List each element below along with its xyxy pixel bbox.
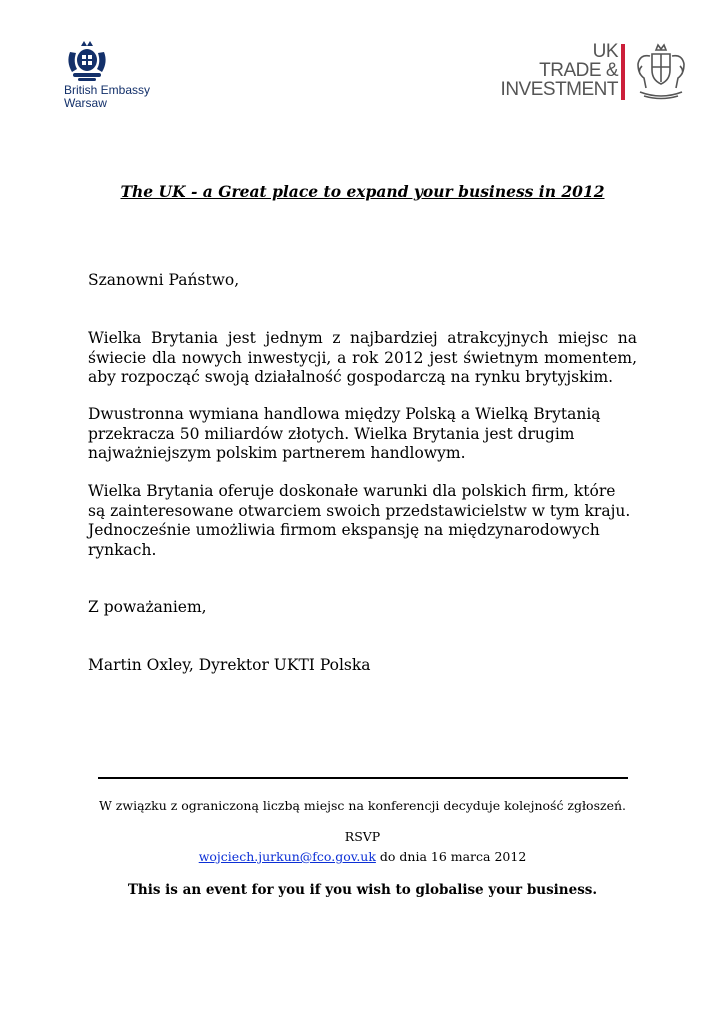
rsvp-email-link[interactable]: wojciech.jurkun@fco.gov.uk	[198, 849, 376, 864]
letter-title: The UK - a Great place to expand your business in 2012	[120, 182, 605, 201]
rsvp-label: RSVP	[344, 829, 381, 844]
footer-divider	[98, 777, 628, 779]
ukti-line1: UK	[592, 41, 618, 62]
rsvp-line	[0, 849, 725, 864]
ukti-line2: TRADE &	[539, 60, 618, 81]
ukti-logo	[500, 41, 691, 104]
rsvp-deadline: do dnia 16 marca 2012	[375, 849, 527, 864]
embassy-name-line1: British Embassy	[64, 83, 151, 97]
footer-notice: W związku z ograniczoną liczbą miejsc na konferencji decyduje kolejność zgłoszeń.	[98, 798, 627, 813]
ukti-accent-bar	[621, 44, 625, 100]
signature: Martin Oxley, Dyrektor UKTI Polska	[88, 656, 371, 674]
embassy-name-line2: Warsaw	[64, 96, 107, 110]
paragraph-2: Dwustronna wymiana handlowa między Polską a Wielką Brytanią przekracza 50 miliardów złotych. Wielka Brytania jest drugim najważniejszym polskim partnerem handlowym.	[88, 405, 601, 462]
ukti-line3: INVESTMENT	[500, 79, 618, 100]
closing: Z poważaniem,	[88, 598, 207, 616]
royal-crest-icon	[64, 40, 110, 82]
tagline: This is an event for you if you wish to globalise your business.	[127, 882, 598, 898]
paragraph-1: Wielka Brytania jest jednym z najbardziej atrakcyjnych miejsc na świecie dla nowych inwestycji, a rok 2012 jest świetnym momentem, aby rozpocząć swoją działalność gospodarczą na rynku brytyjskim.	[88, 329, 637, 386]
british-embassy-logo	[62, 40, 172, 115]
royal-coat-of-arms-icon	[632, 42, 690, 102]
greeting: Szanowni Państwo,	[88, 271, 240, 289]
paragraph-3: Wielka Brytania oferuje doskonałe warunki dla polskich firm, które są zainteresowane otwarciem swoich przedstawicielstw w tym kraju. Jednocześnie umożliwia firmom ekspansję na międzynarodowych rynkach.	[88, 482, 631, 559]
